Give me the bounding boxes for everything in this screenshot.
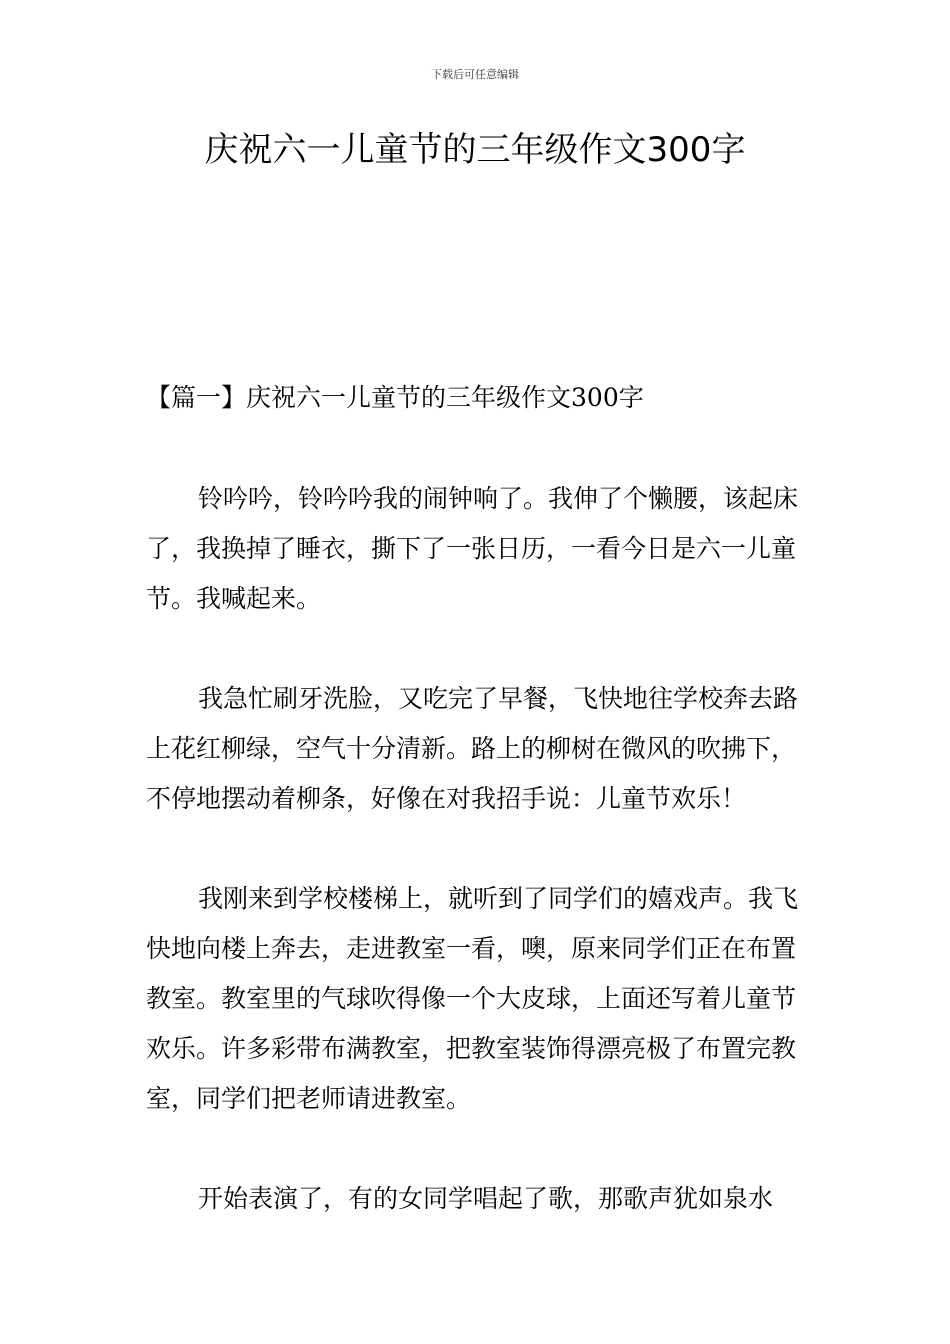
paragraph-4: 开始表演了，有的女同学唱起了歌，那歌声犹如泉水 xyxy=(198,1184,774,1213)
header-note: 下载后可任意编辑 xyxy=(431,68,519,81)
paragraph-1: 铃吟吟，铃吟吟我的闹钟响了。我伸了个懒腰，该起床了，我换掉了睡衣，撕下了一张日历，一看今日是六一儿童节。我喊起来。 xyxy=(146,484,799,613)
document-title: 庆祝六一儿童节的三年级作文300字 xyxy=(204,130,746,170)
paragraph-3: 我刚来到学校楼梯上，就听到了同学们的嬉戏声。我飞快地向楼上奔去，走进教室一看，噢，原来同学们正在布置教室。教室里的气球吹得像一个大皮球，上面还写着儿童节欢乐。许多彩带布满教室，把教室装饰得漂亮极了布置完教室，同学们把老师请进教室。 xyxy=(146,884,799,1113)
section-heading: 【篇一】庆祝六一儿童节的三年级作文300字 xyxy=(146,383,644,412)
article-body xyxy=(146,474,810,1274)
paragraph-2: 我急忙刷牙洗脸，又吃完了早餐，飞快地往学校奔去路上花红柳绿，空气十分清新。路上的柳树在微风的吹拂下，不停地摆动着柳条，好像在对我招手说：儿童节欢乐！ xyxy=(146,684,799,813)
